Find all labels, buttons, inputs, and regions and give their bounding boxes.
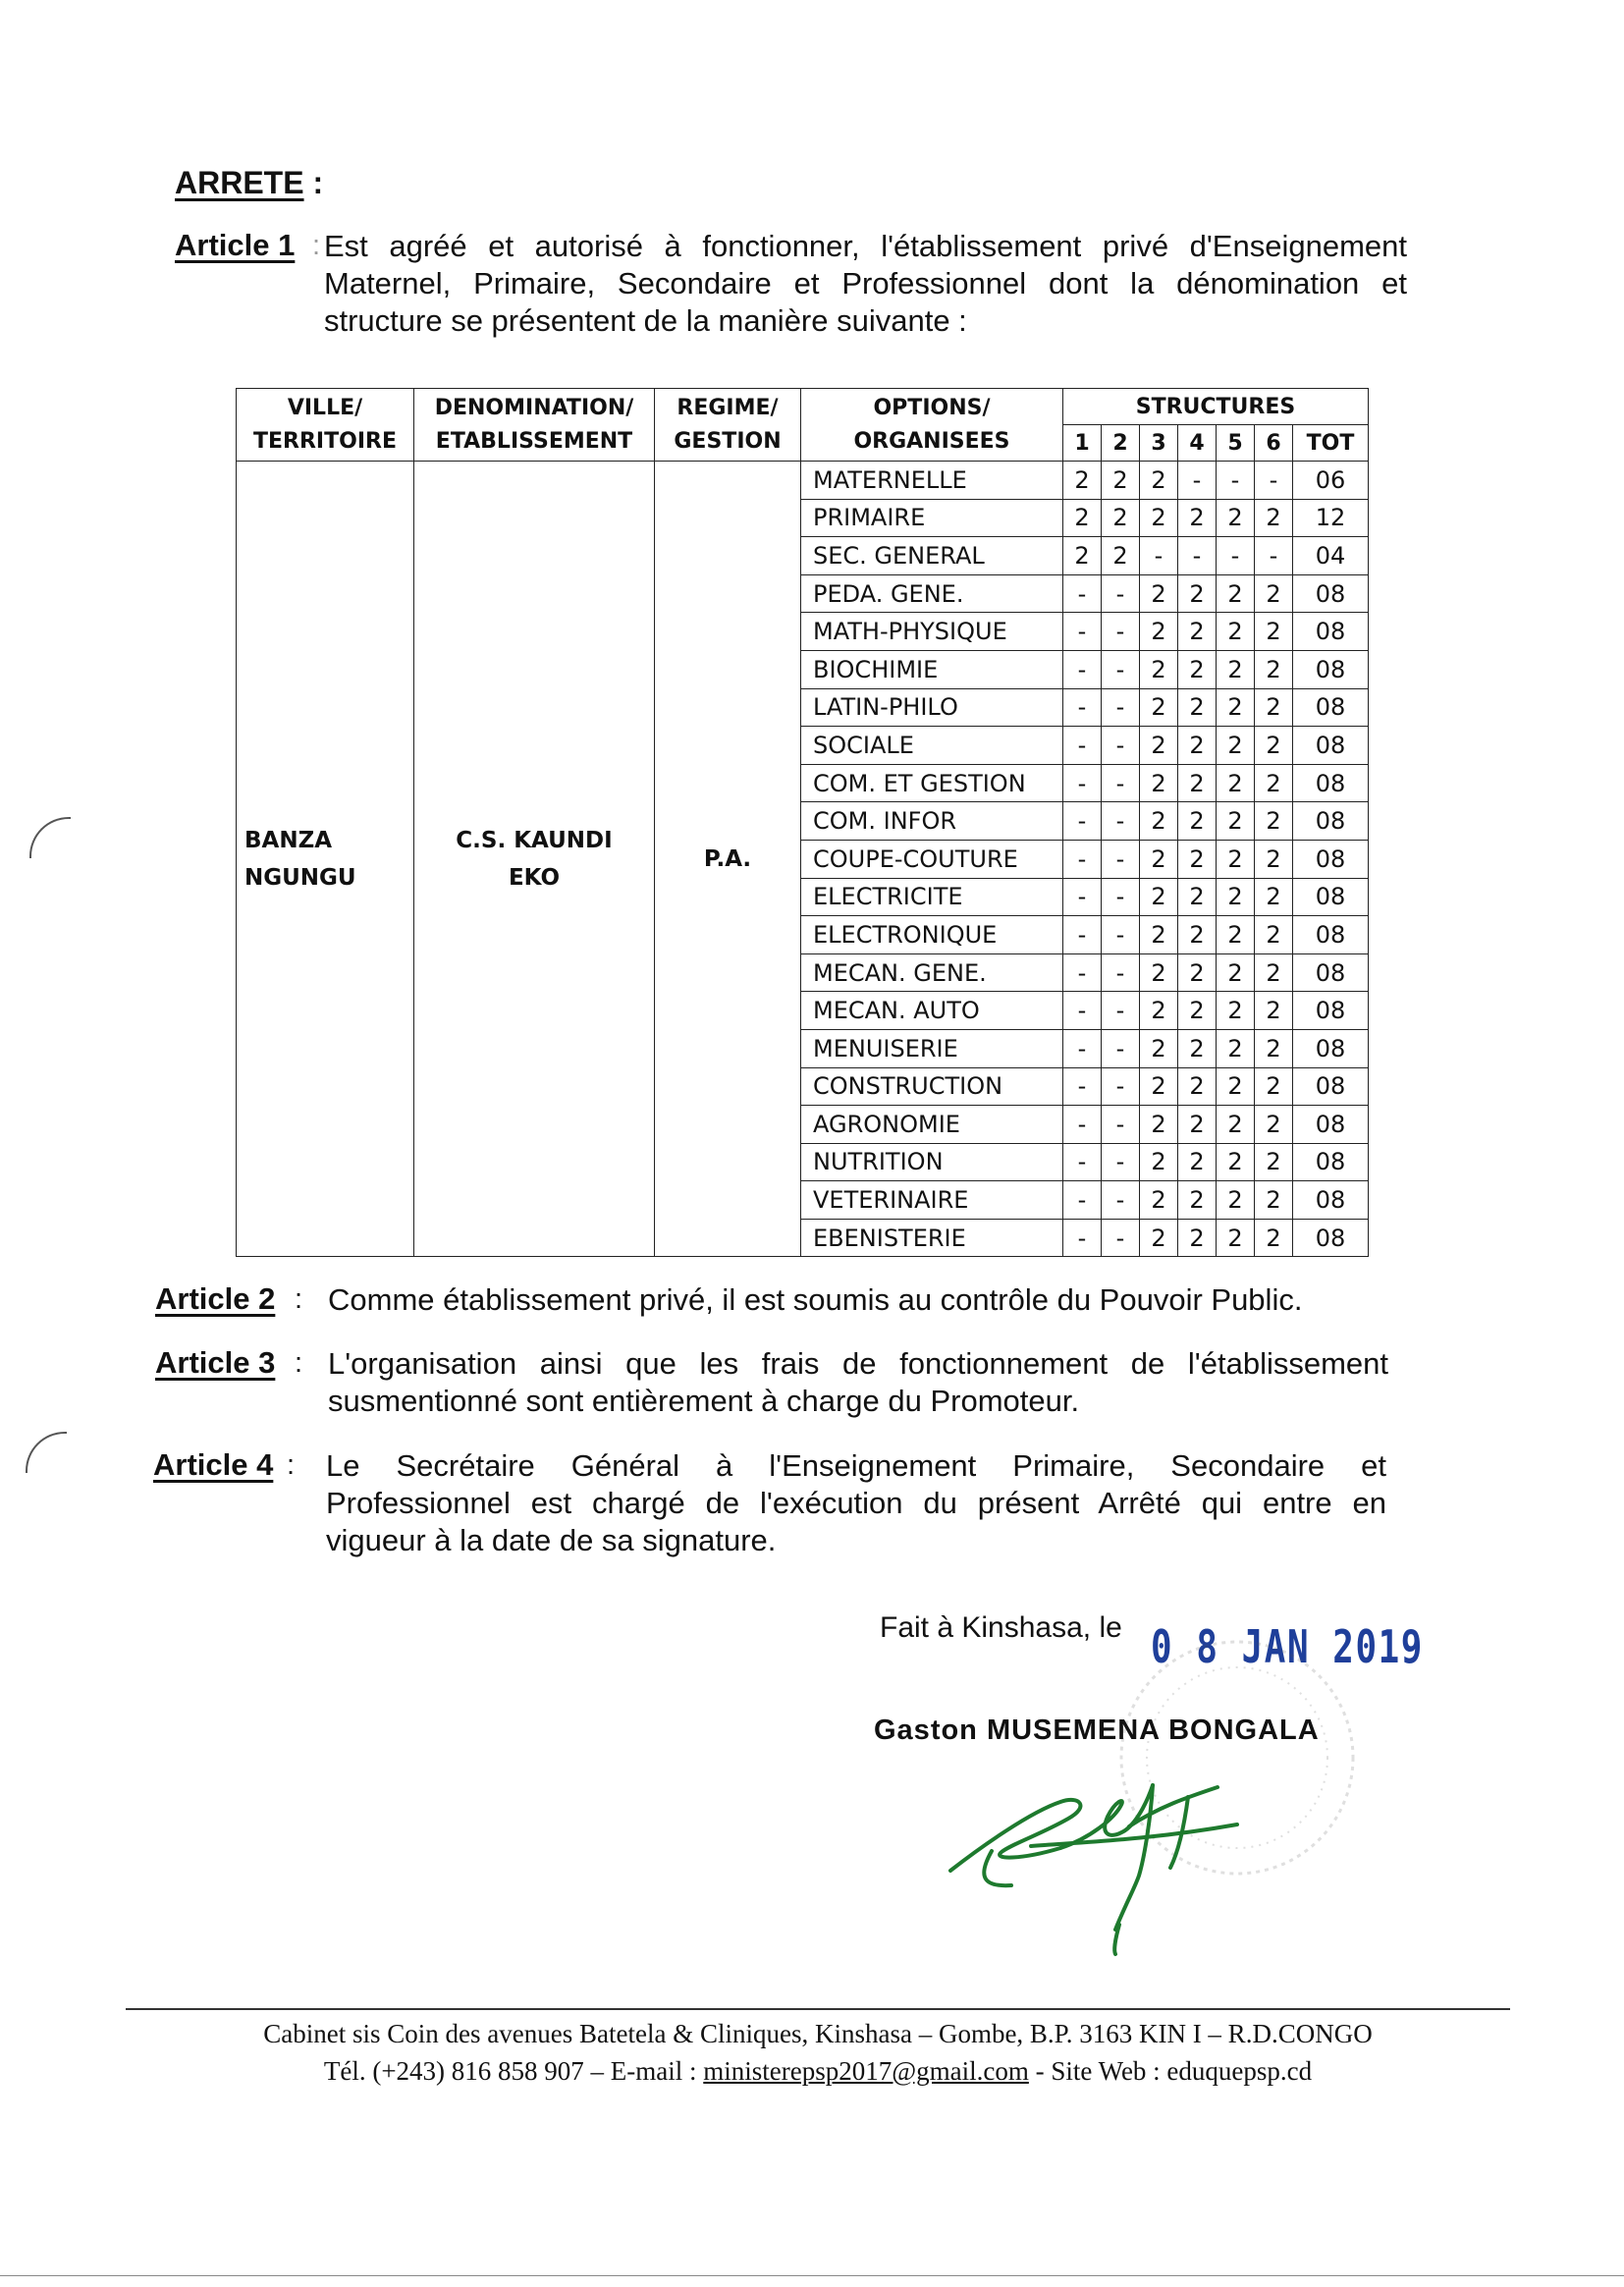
class-count-cell: - bbox=[1102, 1181, 1140, 1220]
article-colon: : bbox=[295, 1347, 303, 1379]
class-count-cell: 2 bbox=[1140, 1067, 1178, 1106]
class-count-cell: 2 bbox=[1063, 537, 1102, 575]
article-label: Article 1 bbox=[175, 228, 296, 262]
option-cell: BIOCHIMIE bbox=[801, 650, 1063, 688]
class-count-cell: 2 bbox=[1217, 650, 1255, 688]
class-count-cell: 2 bbox=[1217, 688, 1255, 727]
class-count-cell: 2 bbox=[1255, 764, 1293, 802]
option-cell: PEDA. GENE. bbox=[801, 574, 1063, 613]
header-class: 3 bbox=[1140, 425, 1178, 462]
class-count-cell: 2 bbox=[1255, 840, 1293, 878]
class-count-cell: 2 bbox=[1140, 1143, 1178, 1181]
total-cell: 08 bbox=[1293, 878, 1369, 916]
article-label: Article 2 bbox=[155, 1281, 276, 1316]
article-line: Le Secrétaire Général à l'Enseignement Primaire, Secondaire et bbox=[326, 1448, 1386, 1483]
option-cell: MATERNELLE bbox=[801, 462, 1063, 500]
class-count-cell: 2 bbox=[1140, 688, 1178, 727]
class-count-cell: 2 bbox=[1217, 1219, 1255, 1257]
total-cell: 08 bbox=[1293, 1106, 1369, 1144]
article-line: structure se présentent de la manière suivante : bbox=[324, 303, 967, 338]
class-count-cell: - bbox=[1063, 878, 1102, 916]
class-count-cell: - bbox=[1140, 537, 1178, 575]
class-count-cell: 2 bbox=[1255, 1181, 1293, 1220]
header-options: OPTIONS/ ORGANISEES bbox=[801, 389, 1063, 462]
class-count-cell: 2 bbox=[1140, 802, 1178, 841]
class-count-cell: - bbox=[1063, 764, 1102, 802]
header-class: 5 bbox=[1217, 425, 1255, 462]
class-count-cell: - bbox=[1217, 537, 1255, 575]
total-cell: 08 bbox=[1293, 764, 1369, 802]
class-count-cell: 2 bbox=[1255, 688, 1293, 727]
total-cell: 08 bbox=[1293, 1181, 1369, 1220]
article-colon: : bbox=[287, 1449, 296, 1481]
class-count-cell: - bbox=[1063, 1219, 1102, 1257]
total-cell: 08 bbox=[1293, 1067, 1369, 1106]
option-cell: MECAN. GENE. bbox=[801, 953, 1063, 992]
class-count-cell: - bbox=[1063, 1067, 1102, 1106]
class-count-cell: 2 bbox=[1140, 878, 1178, 916]
class-count-cell: - bbox=[1102, 1219, 1140, 1257]
class-count-cell: 2 bbox=[1217, 953, 1255, 992]
class-count-cell: - bbox=[1102, 802, 1140, 841]
total-cell: 08 bbox=[1293, 840, 1369, 878]
option-cell: MECAN. AUTO bbox=[801, 992, 1063, 1030]
class-count-cell: - bbox=[1102, 650, 1140, 688]
class-count-cell: 2 bbox=[1217, 1029, 1255, 1067]
class-count-cell: 2 bbox=[1217, 764, 1255, 802]
total-cell: 08 bbox=[1293, 916, 1369, 954]
total-cell: 08 bbox=[1293, 650, 1369, 688]
class-count-cell: 2 bbox=[1140, 840, 1178, 878]
class-count-cell: 2 bbox=[1217, 916, 1255, 954]
option-cell: CONSTRUCTION bbox=[801, 1067, 1063, 1106]
class-count-cell: 2 bbox=[1255, 878, 1293, 916]
footer-divider bbox=[126, 2008, 1510, 2010]
article-colon: : bbox=[312, 230, 321, 261]
class-count-cell: 2 bbox=[1255, 953, 1293, 992]
class-count-cell: - bbox=[1063, 1143, 1102, 1181]
class-count-cell: 2 bbox=[1217, 840, 1255, 878]
territoire-text: NGUNGU bbox=[244, 864, 356, 891]
footer-contact bbox=[126, 2056, 1510, 2087]
class-count-cell: - bbox=[1102, 916, 1140, 954]
class-count-cell: 2 bbox=[1178, 574, 1217, 613]
class-count-cell: 2 bbox=[1255, 574, 1293, 613]
total-cell: 08 bbox=[1293, 1143, 1369, 1181]
class-count-cell: - bbox=[1063, 574, 1102, 613]
class-count-cell: - bbox=[1102, 613, 1140, 651]
total-cell: 04 bbox=[1293, 537, 1369, 575]
class-count-cell: 2 bbox=[1178, 727, 1217, 765]
option-cell: VETERINAIRE bbox=[801, 1181, 1063, 1220]
class-count-cell: 2 bbox=[1217, 802, 1255, 841]
article-text bbox=[328, 1281, 1388, 1319]
class-count-cell: 2 bbox=[1178, 613, 1217, 651]
class-count-cell: 2 bbox=[1140, 764, 1178, 802]
denomination-cell bbox=[414, 462, 655, 1257]
class-count-cell: 2 bbox=[1255, 992, 1293, 1030]
class-count-cell: - bbox=[1102, 953, 1140, 992]
ville-territoire-cell bbox=[237, 462, 414, 1257]
class-count-cell: 2 bbox=[1217, 574, 1255, 613]
class-count-cell: 2 bbox=[1178, 1143, 1217, 1181]
class-count-cell: 2 bbox=[1255, 1029, 1293, 1067]
footer-email-link[interactable]: ministerepsp2017@gmail.com bbox=[703, 2056, 1029, 2086]
article-label: Article 4 bbox=[153, 1447, 274, 1482]
class-count-cell: 2 bbox=[1140, 613, 1178, 651]
total-cell: 08 bbox=[1293, 953, 1369, 992]
class-count-cell: 2 bbox=[1217, 878, 1255, 916]
class-count-cell: - bbox=[1063, 688, 1102, 727]
total-cell: 08 bbox=[1293, 992, 1369, 1030]
class-count-cell: - bbox=[1255, 537, 1293, 575]
class-count-cell: 2 bbox=[1178, 840, 1217, 878]
class-count-cell: - bbox=[1217, 462, 1255, 500]
class-count-cell: 2 bbox=[1178, 878, 1217, 916]
class-count-cell: 2 bbox=[1255, 802, 1293, 841]
class-count-cell: 2 bbox=[1140, 953, 1178, 992]
date-stamp: 0 8 JAN 2019 bbox=[1151, 1620, 1424, 1673]
article-line: Comme établissement privé, il est soumis au contrôle du Pouvoir Public. bbox=[328, 1282, 1303, 1317]
total-cell: 08 bbox=[1293, 1219, 1369, 1257]
class-count-cell: 2 bbox=[1140, 462, 1178, 500]
class-count-cell: 2 bbox=[1140, 1029, 1178, 1067]
option-cell: SEC. GENERAL bbox=[801, 537, 1063, 575]
class-count-cell: - bbox=[1102, 878, 1140, 916]
class-count-cell: - bbox=[1063, 613, 1102, 651]
footer-address: Cabinet sis Coin des avenues Batetela & Cliniques, Kinshasa – Gombe, B.P. 3163 KIN I – R.D.CONGO bbox=[263, 2019, 1373, 2048]
class-count-cell: 2 bbox=[1255, 1219, 1293, 1257]
option-cell: ELECTRICITE bbox=[801, 878, 1063, 916]
class-count-cell: 2 bbox=[1217, 992, 1255, 1030]
option-cell: PRIMAIRE bbox=[801, 499, 1063, 537]
class-count-cell: 2 bbox=[1255, 1143, 1293, 1181]
class-count-cell: - bbox=[1102, 1029, 1140, 1067]
class-count-cell: - bbox=[1102, 992, 1140, 1030]
article-text bbox=[324, 228, 1407, 340]
signatory-name: Gaston MUSEMENA BONGALA bbox=[874, 1715, 1320, 1746]
option-cell: ELECTRONIQUE bbox=[801, 916, 1063, 954]
class-count-cell: 2 bbox=[1063, 499, 1102, 537]
article-line: Professionnel est chargé de l'exécution du présent Arrêté qui entre en bbox=[326, 1486, 1386, 1520]
article-text bbox=[328, 1345, 1388, 1420]
article-line: Est agréé et autorisé à fonctionner, l'établissement privé d'Enseignement bbox=[324, 229, 1407, 263]
class-count-cell: 2 bbox=[1063, 462, 1102, 500]
regime-cell: P.A. bbox=[655, 462, 801, 1257]
class-count-cell: - bbox=[1178, 462, 1217, 500]
class-count-cell: 2 bbox=[1217, 1181, 1255, 1220]
margin-mark bbox=[29, 817, 71, 858]
class-count-cell: 2 bbox=[1217, 613, 1255, 651]
class-count-cell: 2 bbox=[1255, 613, 1293, 651]
option-cell: COUPE-COUTURE bbox=[801, 840, 1063, 878]
ville-text: BANZA bbox=[244, 827, 333, 853]
class-count-cell: 2 bbox=[1178, 992, 1217, 1030]
class-count-cell: 2 bbox=[1217, 1106, 1255, 1144]
total-cell: 06 bbox=[1293, 462, 1369, 500]
denomination-text: EKO bbox=[508, 864, 561, 891]
article-line: L'organisation ainsi que les frais de fonctionnement de l'établissement bbox=[328, 1346, 1388, 1381]
option-cell: AGRONOMIE bbox=[801, 1106, 1063, 1144]
option-cell: COM. INFOR bbox=[801, 802, 1063, 841]
article-line: susmentionné sont entièrement à charge du Promoteur. bbox=[328, 1384, 1080, 1418]
article-line: Maternel, Primaire, Secondaire et Professionnel dont la dénomination et bbox=[324, 266, 1407, 300]
class-count-cell: - bbox=[1063, 650, 1102, 688]
class-count-cell: - bbox=[1063, 1181, 1102, 1220]
class-count-cell: 2 bbox=[1255, 1067, 1293, 1106]
class-count-cell: 2 bbox=[1217, 1067, 1255, 1106]
article-line: vigueur à la date de sa signature. bbox=[326, 1523, 777, 1557]
header-regime: REGIME/ GESTION bbox=[655, 389, 801, 462]
class-count-cell: 2 bbox=[1140, 992, 1178, 1030]
option-cell: MENUISERIE bbox=[801, 1029, 1063, 1067]
option-cell: MATH-PHYSIQUE bbox=[801, 613, 1063, 651]
class-count-cell: 2 bbox=[1255, 1106, 1293, 1144]
class-count-cell: 2 bbox=[1140, 499, 1178, 537]
class-count-cell: 2 bbox=[1178, 650, 1217, 688]
class-count-cell: 2 bbox=[1140, 650, 1178, 688]
total-cell: 08 bbox=[1293, 802, 1369, 841]
class-count-cell: 2 bbox=[1102, 462, 1140, 500]
page-heading: ARRETE : bbox=[175, 165, 324, 200]
class-count-cell: 2 bbox=[1178, 1181, 1217, 1220]
article-colon: : bbox=[295, 1283, 303, 1315]
class-count-cell: 2 bbox=[1178, 1029, 1217, 1067]
closing-place: Fait à Kinshasa, le bbox=[880, 1611, 1122, 1644]
class-count-cell: 2 bbox=[1178, 953, 1217, 992]
class-count-cell: - bbox=[1063, 1029, 1102, 1067]
option-cell: EBENISTERIE bbox=[801, 1219, 1063, 1257]
total-cell: 08 bbox=[1293, 688, 1369, 727]
class-count-cell: 2 bbox=[1178, 916, 1217, 954]
class-count-cell: 2 bbox=[1255, 727, 1293, 765]
class-count-cell: - bbox=[1102, 764, 1140, 802]
class-count-cell: 2 bbox=[1178, 1219, 1217, 1257]
class-count-cell: - bbox=[1102, 688, 1140, 727]
total-cell: 08 bbox=[1293, 613, 1369, 651]
class-count-cell: 2 bbox=[1255, 650, 1293, 688]
class-count-cell: 2 bbox=[1140, 1219, 1178, 1257]
class-count-cell: 2 bbox=[1140, 916, 1178, 954]
total-cell: 08 bbox=[1293, 574, 1369, 613]
structures-table bbox=[236, 388, 1369, 1257]
class-count-cell: - bbox=[1102, 1067, 1140, 1106]
header-class: 4 bbox=[1178, 425, 1217, 462]
article-text bbox=[326, 1447, 1386, 1559]
class-count-cell: 2 bbox=[1178, 802, 1217, 841]
class-count-cell: 2 bbox=[1178, 499, 1217, 537]
class-count-cell: 2 bbox=[1140, 574, 1178, 613]
header-denomination: DENOMINATION/ ETABLISSEMENT bbox=[414, 389, 655, 462]
option-cell: COM. ET GESTION bbox=[801, 764, 1063, 802]
class-count-cell: - bbox=[1102, 1143, 1140, 1181]
class-count-cell: 2 bbox=[1178, 1106, 1217, 1144]
header-class: 1 bbox=[1063, 425, 1102, 462]
total-cell: 08 bbox=[1293, 727, 1369, 765]
header-total: TOT bbox=[1293, 425, 1369, 462]
header-ville: VILLE/ TERRITOIRE bbox=[237, 389, 414, 462]
class-count-cell: 2 bbox=[1255, 499, 1293, 537]
header-class: 6 bbox=[1255, 425, 1293, 462]
bottom-divider bbox=[0, 2275, 1624, 2276]
class-count-cell: - bbox=[1063, 953, 1102, 992]
class-count-cell: - bbox=[1063, 1106, 1102, 1144]
denomination-text: C.S. KAUNDI bbox=[456, 827, 613, 853]
footer-website: - Site Web : eduquepsp.cd bbox=[1028, 2056, 1313, 2086]
option-cell: LATIN-PHILO bbox=[801, 688, 1063, 727]
article-label: Article 3 bbox=[155, 1345, 276, 1380]
class-count-cell: - bbox=[1102, 574, 1140, 613]
class-count-cell: - bbox=[1102, 727, 1140, 765]
class-count-cell: 2 bbox=[1255, 916, 1293, 954]
signature-icon bbox=[943, 1758, 1276, 1964]
class-count-cell: 2 bbox=[1102, 499, 1140, 537]
class-count-cell: - bbox=[1102, 1106, 1140, 1144]
total-cell: 12 bbox=[1293, 499, 1369, 537]
class-count-cell: 2 bbox=[1217, 727, 1255, 765]
option-cell: NUTRITION bbox=[801, 1143, 1063, 1181]
class-count-cell: - bbox=[1102, 840, 1140, 878]
class-count-cell: 2 bbox=[1140, 1106, 1178, 1144]
class-count-cell: 2 bbox=[1178, 1067, 1217, 1106]
option-cell: SOCIALE bbox=[801, 727, 1063, 765]
class-count-cell: - bbox=[1063, 802, 1102, 841]
class-count-cell: 2 bbox=[1217, 499, 1255, 537]
header-structures: STRUCTURES bbox=[1063, 389, 1369, 425]
class-count-cell: 2 bbox=[1140, 727, 1178, 765]
class-count-cell: - bbox=[1063, 840, 1102, 878]
class-count-cell: 2 bbox=[1178, 688, 1217, 727]
table-row bbox=[237, 462, 1369, 500]
class-count-cell: - bbox=[1063, 916, 1102, 954]
margin-mark bbox=[26, 1432, 67, 1473]
class-count-cell: 2 bbox=[1102, 537, 1140, 575]
class-count-cell: 2 bbox=[1217, 1143, 1255, 1181]
total-cell: 08 bbox=[1293, 1029, 1369, 1067]
class-count-cell: 2 bbox=[1178, 764, 1217, 802]
class-count-cell: - bbox=[1063, 992, 1102, 1030]
class-count-cell: - bbox=[1255, 462, 1293, 500]
header-class: 2 bbox=[1102, 425, 1140, 462]
class-count-cell: 2 bbox=[1140, 1181, 1178, 1220]
class-count-cell: - bbox=[1178, 537, 1217, 575]
footer-phone: Tél. (+243) 816 858 907 – E-mail : bbox=[323, 2056, 704, 2086]
class-count-cell: - bbox=[1063, 727, 1102, 765]
